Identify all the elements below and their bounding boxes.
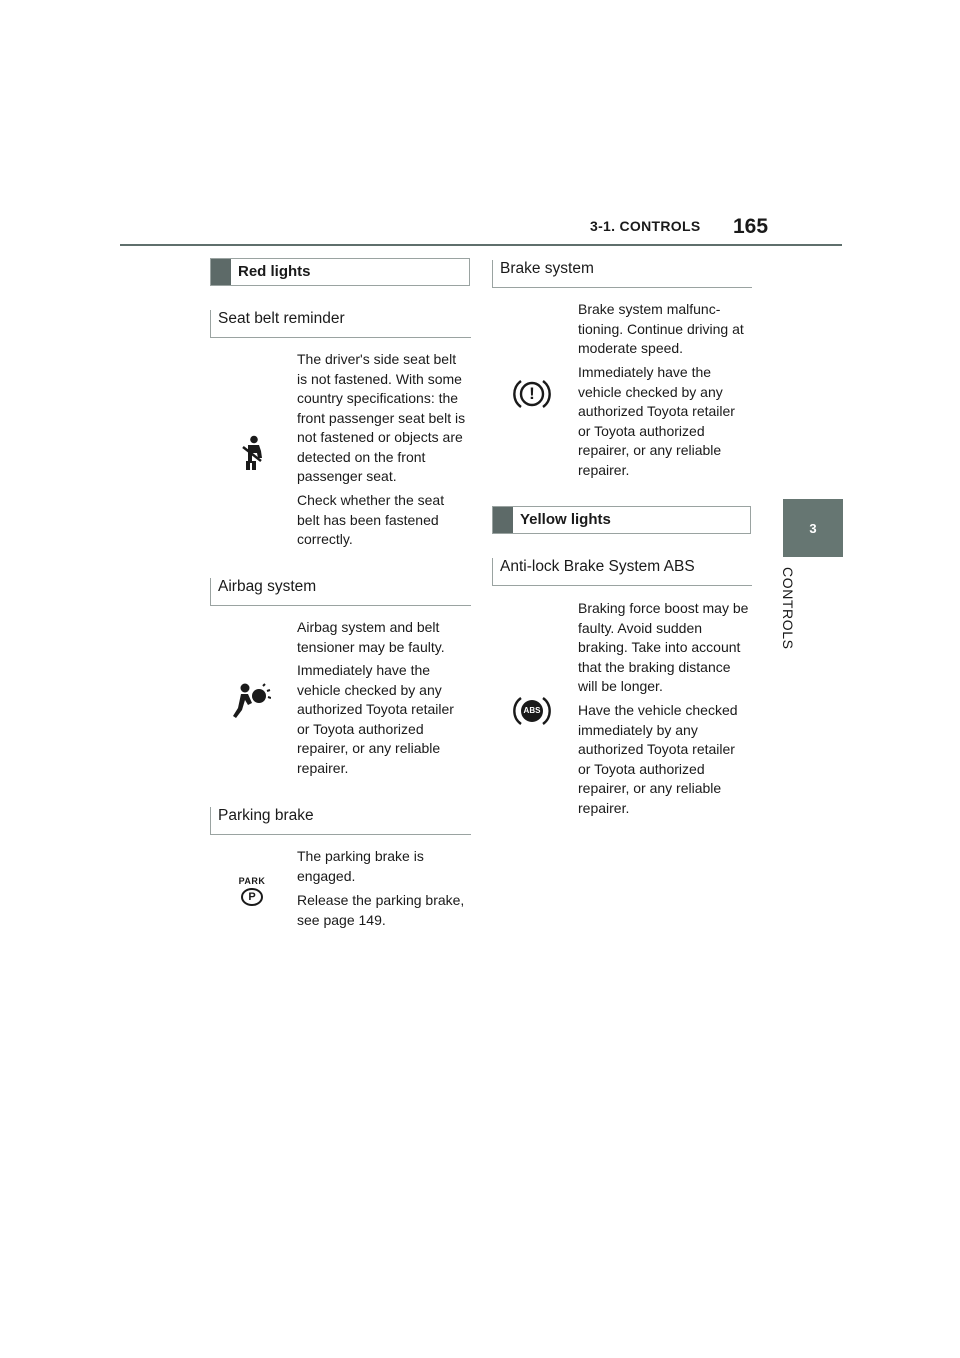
chapter-tab: [783, 499, 843, 557]
abs-icon-text: ABS: [523, 706, 541, 715]
section-title: 3-1. CONTROLS: [590, 218, 701, 234]
chapter-label: CONTROLS: [780, 567, 796, 650]
parking-icon-circle: [241, 888, 263, 906]
seat-belt-icon: [239, 435, 265, 471]
chapter-number: 3: [809, 520, 817, 536]
airbag-icon: [233, 683, 271, 719]
parking-subhead: [210, 807, 470, 835]
category-marker: [493, 507, 513, 533]
category-label: Yellow lights: [520, 511, 611, 528]
airbag-desc-1: Airbag system and belt tensioner may be faulty.: [297, 619, 445, 655]
airbag-subhead: [210, 578, 470, 606]
parking-icon-letter: P: [248, 891, 256, 903]
chapter-label-container: [780, 567, 808, 667]
category-red-lights: [210, 258, 470, 286]
airbag-desc-2: Immediately have the vehicle checked by any authorized Toyota retailer or Toyota authorized repairer, or any reliable repairer.: [297, 662, 454, 776]
seat-belt-desc-1: The driver's side seat belt is not fastened. With some country specifications: the front passenger seat belt is not fastened or objects are detected on the front passenger seat.: [297, 351, 466, 484]
brake-desc-2: Immediately have the vehicle checked by any authorized Toyota retailer or Toyota authorized repairer, or any reliable repairer.: [578, 364, 735, 478]
category-yellow-lights: [492, 506, 751, 534]
airbag-title: Airbag system: [218, 578, 317, 595]
brake-desc-1: Brake system malfunc-tioning. Continue driving at moderate speed.: [578, 301, 744, 356]
seat-belt-desc-2: Check whether the seat belt has been fastened correctly.: [297, 492, 445, 547]
category-marker: [211, 259, 231, 285]
parking-icon-text: PARK: [238, 876, 266, 886]
page-number: 165: [733, 215, 769, 238]
brake-title: Brake system: [500, 260, 594, 277]
brake-icon-letter: !: [529, 384, 535, 403]
parking-desc-2: Release the parking brake, see page 149.: [297, 892, 465, 928]
seat-belt-subhead: [210, 310, 470, 338]
abs-desc-2: Have the vehicle checked immediately by any authorized Toyota retailer or Toyota authorized repairer, or any reliable repairer.: [578, 702, 738, 816]
category-label: Red lights: [238, 263, 311, 280]
abs-icon: [513, 695, 551, 727]
header-divider: [120, 244, 842, 246]
abs-title: Anti-lock Brake System ABS: [500, 558, 695, 575]
parking-title: Parking brake: [218, 807, 314, 824]
brake-warning-icon: [513, 378, 551, 410]
abs-subhead: [492, 558, 751, 586]
seat-belt-title: Seat belt reminder: [218, 310, 345, 327]
parking-brake-icon: [236, 876, 268, 906]
parking-desc-1: The parking brake is engaged.: [297, 848, 424, 884]
abs-desc-1: Braking force boost may be faulty. Avoid sudden braking. Take into account that the braking distance will be longer.: [578, 600, 749, 694]
brake-subhead: [492, 260, 751, 288]
